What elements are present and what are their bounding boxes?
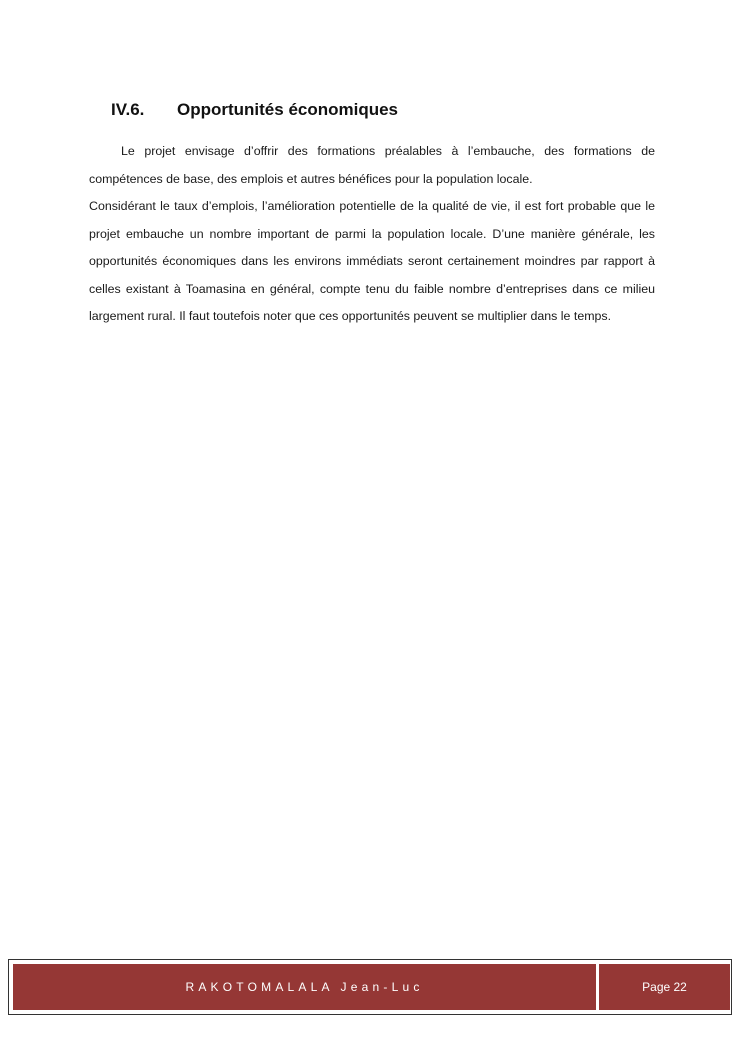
section-body [89, 138, 655, 331]
section-title: Opportunités économiques [177, 100, 399, 119]
footer-page-number: Page 22 [599, 964, 730, 1010]
footer-author: RAKOTOMALALA Jean-Luc [13, 964, 596, 1010]
paragraph-intro: Le projet envisage d’offrir des formations préalables à l’embauche, des formations de compétences de base, des emplois et autres bénéfices pour la population locale. [89, 144, 655, 186]
section-number: IV.6. [111, 100, 145, 119]
section-heading [111, 98, 398, 122]
paragraph-analysis: Considérant le taux d’emplois, l’amélioration potentielle de la qualité de vie, il est fort probable que le projet embauche un nombre important de parmi la population locale. D’une manière générale, les opportunités économiques dans les environs immédiats seront certainement moindres par rapport à celles existant à Toamasina en général, compte tenu du faible nombre d’entreprises dans ce milieu largement rural. Il faut toutefois noter que ces opportunités peuvent se multiplier dans le temps. [89, 199, 655, 323]
